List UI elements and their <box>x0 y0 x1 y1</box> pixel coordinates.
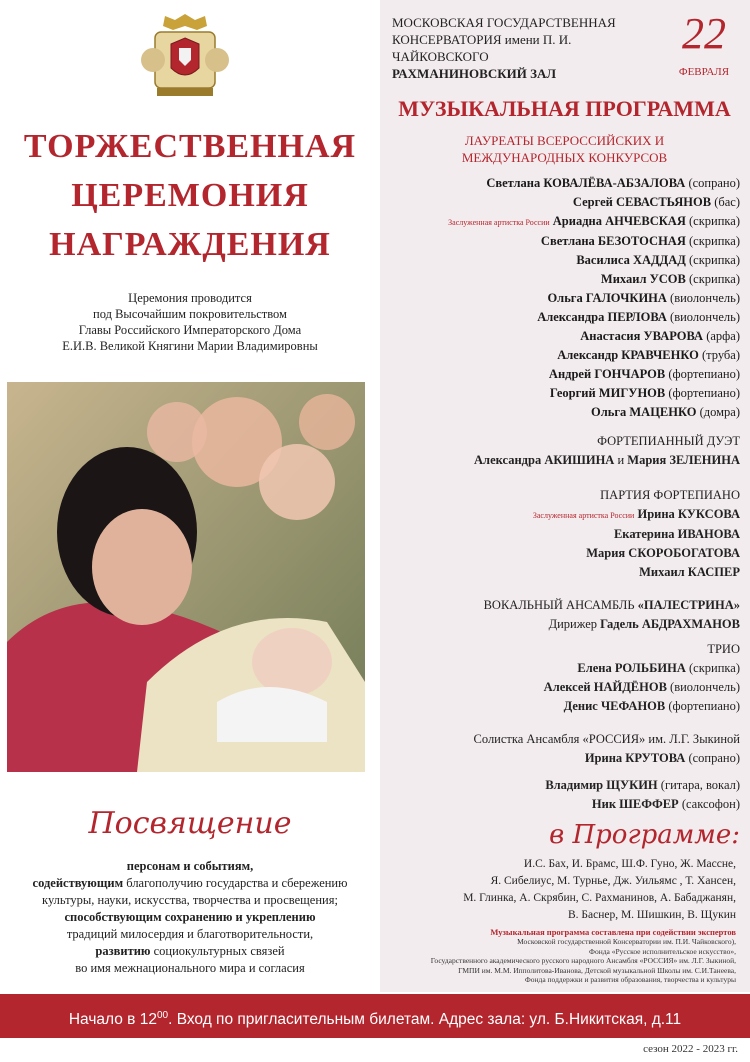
extra-performer: Ник ШЕФФЕР <box>591 797 679 811</box>
dedication-line: культуры, науки, искусства, творчества и просвещения; <box>42 893 338 907</box>
laureates-line: ЛАУРЕАТЫ ВСЕРОССИЙСКИХ И <box>464 133 665 148</box>
pianist-name: Екатерина ИВАНОВА <box>613 527 740 541</box>
duo-performer: Мария ЗЕЛЕНИНА <box>627 453 740 467</box>
pianist-name: Мария СКОРОБОГАТОВА <box>586 546 740 560</box>
performer-name: Светлана <box>486 176 541 190</box>
performer-name: Анастасия <box>580 329 641 343</box>
performer-row <box>390 251 740 270</box>
performer-instrument: (скрипка) <box>688 253 740 267</box>
section-title: ТРИО <box>707 642 740 656</box>
performer-row <box>390 289 740 308</box>
laureates-line: МЕЖДУНАРОДНЫХ КОНКУРСОВ <box>461 150 668 165</box>
experts-note <box>386 937 736 985</box>
title-line: ТОРЖЕСТВЕННАЯ <box>23 128 357 165</box>
date-day: 22 <box>682 9 726 58</box>
ceremony-subtitle <box>0 290 380 354</box>
performer-instrument: (арфа) <box>706 329 740 343</box>
composers-line: И.С. Бах, И. Брамс, Ш.Ф. Гуно, Ж. Массне, <box>523 858 736 870</box>
performer-row <box>390 270 740 289</box>
venue-line: КОНСЕРВАТОРИЯ имени П. И. ЧАЙКОВСКОГО <box>392 32 572 64</box>
subtitle-line: Главы Российского Императорского Дома <box>78 323 302 337</box>
performer-row <box>390 403 740 422</box>
footer-info: . Вход по пригласительным билетам. Адрес зала: ул. Б.Никитская, д.11 <box>168 1011 682 1029</box>
extra-instrument: (гитара, вокал) <box>660 778 740 792</box>
vocal-ensemble-section <box>390 596 740 634</box>
section-title: ВОКАЛЬНЫЙ АНСАМБЛЬ <box>483 598 638 612</box>
conductor-name: Гадель АБДРАХМАНОВ <box>600 617 740 631</box>
composers-line: М. Глинка, А. Скрябин, С. Рахманинов, А. Бабаджанян, <box>463 892 736 904</box>
section-title: ПАРТИЯ ФОРТЕПИАНО <box>600 488 740 502</box>
performer-row <box>390 346 740 365</box>
trio-section <box>390 640 740 716</box>
extra-instrument: (саксофон) <box>681 797 740 811</box>
footer-banner <box>0 994 750 1038</box>
performer-row <box>390 327 740 346</box>
performer-surname: КОВАЛЁВА-АБЗАЛОВА <box>543 176 686 190</box>
performer-surname: АНЧЕВСКАЯ <box>605 214 686 228</box>
venue-header <box>392 14 662 82</box>
date-month: ФЕВРАЛЯ <box>678 66 730 78</box>
composers-list <box>396 856 736 924</box>
performer-surname: ПЕРЛОВА <box>607 310 667 324</box>
duo-performer: Александра АКИШИНА <box>474 453 615 467</box>
trio-performer: Алексей НАЙДЁНОВ <box>543 680 667 694</box>
pianist-name: Михаил КАСПЕР <box>639 565 740 579</box>
title-line: ЦЕРЕМОНИЯ <box>71 177 309 214</box>
performer-honor: Заслуженная артистка России <box>532 511 635 520</box>
pianist-name: Ирина КУКСОВА <box>637 507 740 521</box>
soloist-instrument: (сопрано) <box>688 751 740 765</box>
ensemble-name: «ПАЛЕСТРИНА» <box>637 598 740 612</box>
performer-instrument: (домра) <box>699 405 740 419</box>
performer-row <box>390 193 740 212</box>
section-title: Солистка Ансамбля «РОССИЯ» им. Л.Г. Зыкиной <box>473 732 740 746</box>
portrait-photo <box>7 382 365 772</box>
performer-instrument: (сопрано) <box>688 176 740 190</box>
performer-surname: КРАВЧЕНКО <box>621 348 699 362</box>
performer-instrument: (фортепиано) <box>668 386 740 400</box>
performer-name: Сергей <box>572 195 613 209</box>
performer-surname: ГОНЧАРОВ <box>594 367 666 381</box>
performer-surname: УВАРОВА <box>643 329 704 343</box>
trio-instrument: (фортепиано) <box>668 699 740 713</box>
footer-start-minutes: 00 <box>156 1010 169 1021</box>
subtitle-line: Церемония проводится <box>128 291 252 305</box>
experts-note-line: ГМПИ им. М.М. Ипполитова-Иванова, Детской музыкальной Школы им. С.И.Танеева, <box>458 965 736 975</box>
in-program-title: в Программе: <box>549 820 740 850</box>
performer-surname: УСОВ <box>649 272 686 286</box>
experts-note-line: Фонда поддержки и развития образования, творчества и культуры <box>524 975 736 984</box>
performer-instrument: (скрипка) <box>688 214 740 228</box>
performer-row <box>390 384 740 403</box>
experts-note-line: Фонда «Русское исполнительское искусство», <box>589 946 736 956</box>
dedication-line: социокультурных связей <box>150 944 285 958</box>
performer-name: Андрей <box>548 367 592 381</box>
footer-start: Начало в 12 <box>68 1011 157 1029</box>
dedication-line: во имя межнационального мира и согласия <box>75 961 305 975</box>
performer-name: Василиса <box>576 253 630 267</box>
performer-instrument: (виолончель) <box>670 310 740 324</box>
dedication-line: традиций милосердия и благотворительности, <box>66 927 314 941</box>
performer-surname: МАЦЕНКО <box>629 405 697 419</box>
dedication-line: содействующим <box>32 876 124 890</box>
performer-name: Георгий <box>549 386 596 400</box>
performer-row <box>390 174 740 193</box>
performer-instrument: (скрипка) <box>688 272 740 286</box>
performer-surname: БЕЗОТОСНАЯ <box>597 234 686 248</box>
conductor-label: Дирижер <box>548 617 601 631</box>
imperial-coat-of-arms-icon <box>135 10 235 102</box>
performer-row <box>390 232 740 251</box>
dedication-line: персонам и событиям, <box>126 859 254 873</box>
experts-note-title: Музыкальная программа составлена при содействии экспертов <box>490 927 736 937</box>
performer-instrument: (бас) <box>714 195 740 209</box>
performer-name: Светлана <box>540 234 595 248</box>
trio-performer: Денис ЧЕФАНОВ <box>563 699 666 713</box>
performer-row <box>390 308 740 327</box>
performer-surname: СЕВАСТЬЯНОВ <box>616 195 712 209</box>
subtitle-line: Е.И.В. Великой Княгини Марии Владимировны <box>62 339 318 353</box>
composers-line: В. Баснер, М. Шишкин, В. Щукин <box>567 909 736 921</box>
program-title: МУЗЫКАЛЬНАЯ ПРОГРАММА <box>398 96 731 121</box>
experts-note-line: Государственного академического русского народного Ансамбля «РОССИЯ» им. Л.Г. Зыкиной, <box>430 956 736 965</box>
left-panel <box>0 0 380 992</box>
performer-instrument: (фортепиано) <box>668 367 740 381</box>
performer-surname: ХАДДАД <box>632 253 686 267</box>
dedication-title: Посвящение <box>88 806 292 841</box>
performers-list <box>390 174 740 422</box>
soloist-section <box>390 730 740 768</box>
dedication-line: благополучию государства и сбережению <box>123 876 348 890</box>
laureates-heading <box>392 132 737 166</box>
soloist-name: Ирина КРУТОВА <box>584 751 686 765</box>
experts-note-line: Московской государственной Консерватории им. П.И. Чайковского), <box>517 937 736 946</box>
title-line: НАГРАЖДЕНИЯ <box>49 226 331 263</box>
performer-row <box>390 365 740 384</box>
performer-name: Александра <box>537 310 605 324</box>
performer-row <box>390 212 740 232</box>
trio-instrument: (скрипка) <box>688 661 740 675</box>
performer-surname: МИГУНОВ <box>598 386 666 400</box>
dedication-line: развитию <box>95 944 151 958</box>
performer-name: Ольга <box>547 291 583 305</box>
piano-part-section <box>390 486 740 582</box>
venue-line: МОСКОВСКАЯ ГОСУДАРСТВЕННАЯ <box>392 15 616 30</box>
performer-name: Ольга <box>590 405 627 419</box>
performer-name: Александр <box>557 348 619 362</box>
section-title: ФОРТЕПИАННЫЙ ДУЭТ <box>597 434 740 448</box>
performer-instrument: (скрипка) <box>688 234 740 248</box>
performer-honor: Заслуженная артистка России <box>448 218 550 227</box>
performer-instrument: (виолончель) <box>670 291 740 305</box>
subtitle-line: под Высочайшим покровительством <box>93 307 287 321</box>
extra-performer: Владимир ЩУКИН <box>545 778 658 792</box>
performer-name: Михаил <box>600 272 647 286</box>
season-label: сезон 2022 - 2023 гг. <box>643 1043 738 1055</box>
trio-instrument: (виолончель) <box>670 680 740 694</box>
performer-name: Ариадна <box>552 214 602 228</box>
composers-line: Я. Сибелиус, М. Турнье, Дж. Уильямс , Т. Хансен, <box>490 875 736 887</box>
extra-performers <box>390 776 740 814</box>
duo-conjunction: и <box>614 453 628 467</box>
dedication-text <box>8 858 372 977</box>
performer-surname: ГАЛОЧКИНА <box>585 291 667 305</box>
ceremony-title <box>0 122 380 269</box>
venue-hall: РАХМАНИНОВСКИЙ ЗАЛ <box>392 66 557 81</box>
dedication-line: способствующим сохранению и укреплению <box>64 910 316 924</box>
piano-duo-section <box>390 432 740 470</box>
performer-instrument: (труба) <box>701 348 740 362</box>
trio-performer: Елена РОЛЬБИНА <box>577 661 686 675</box>
